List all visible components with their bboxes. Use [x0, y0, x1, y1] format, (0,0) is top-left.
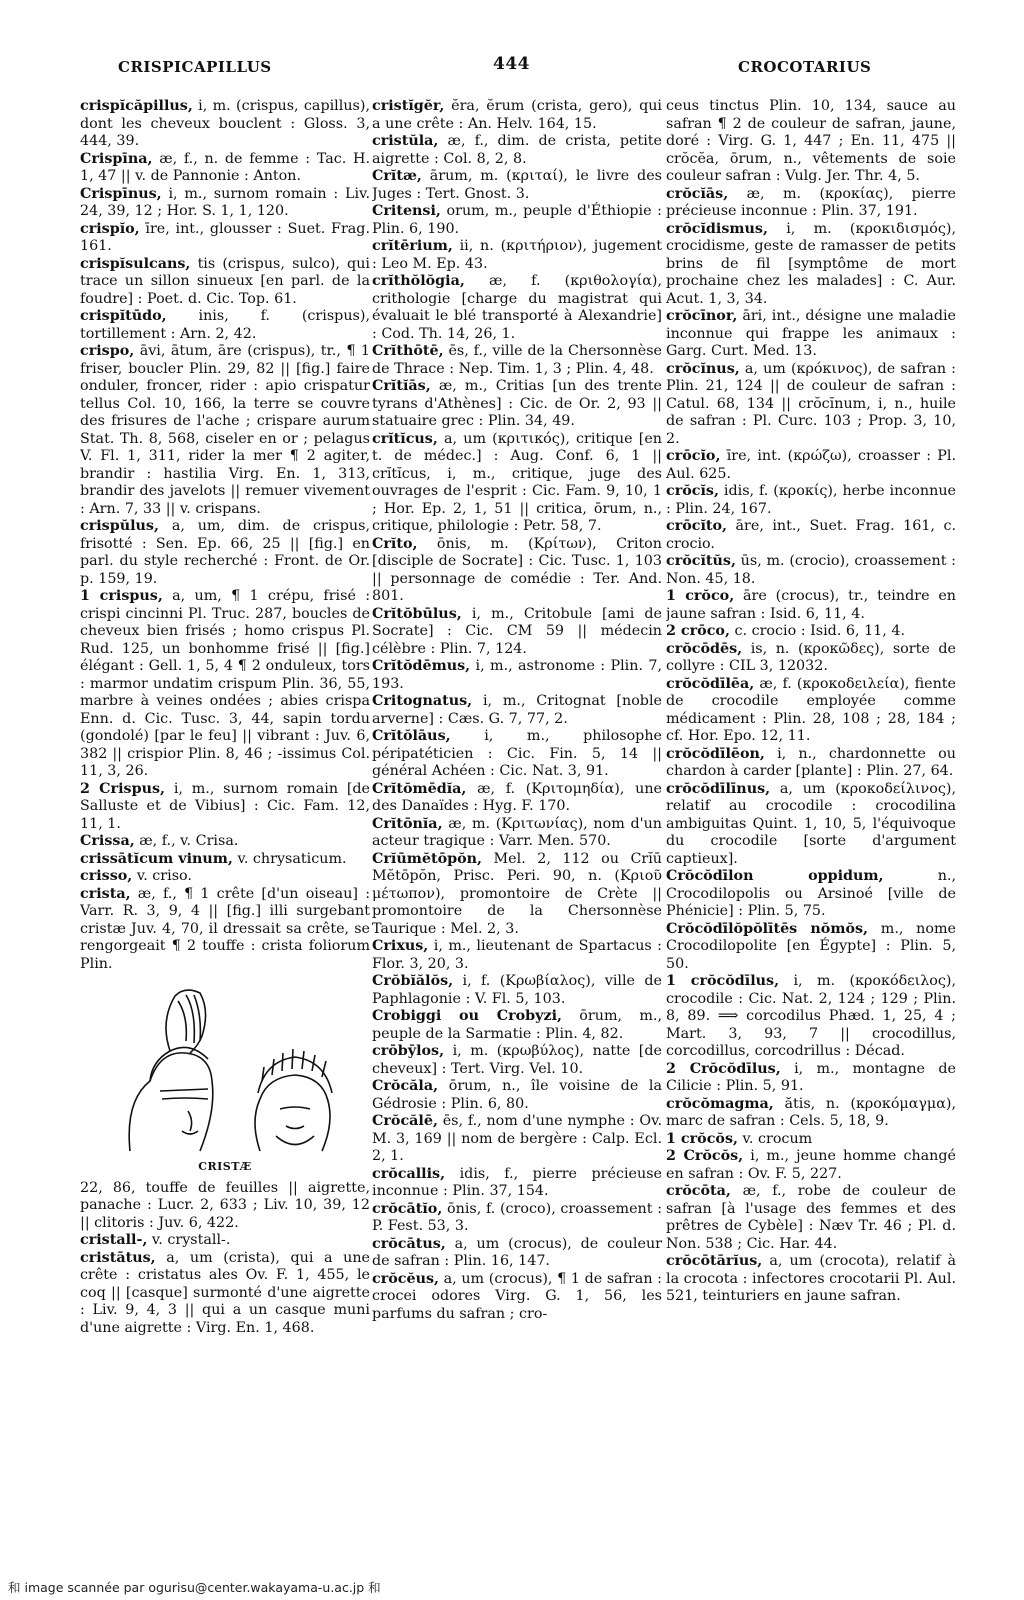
dictionary-entry — [80, 1180, 370, 1233]
column-2-entries — [372, 98, 662, 1323]
dictionary-entry — [372, 1113, 662, 1166]
entry-headword: Crŏcălē, — [372, 1113, 438, 1129]
entry-headword: 1 crŏcŏs, — [666, 1130, 738, 1147]
dictionary-entry — [80, 256, 370, 309]
entry-headword: Crĭtŏbūlus, — [372, 605, 462, 622]
dictionary-entry — [372, 973, 662, 1008]
entry-definition: ii, n. (κριτήριον), jugement : Leo M. Ep. 43. — [372, 238, 662, 272]
entry-definition: ōnis, f. (croco), croassement : P. Fest. 53, 3. — [372, 1200, 662, 1234]
entry-definition: i, m., lieutenant de Spartacus : Flor. 3, 20, 3. — [372, 938, 662, 972]
dictionary-entry — [666, 1131, 956, 1149]
page-number: 444 — [493, 54, 530, 74]
entry-definition: idis, f., pierre précieuse inconnue : Plin. 37, 154. — [372, 1165, 662, 1199]
entry-definition: n., Crocodilopolis ou Arsinoé [ville de Phénicie] : Plin. 5, 75. — [666, 868, 956, 919]
dictionary-entry — [372, 728, 662, 781]
entry-headword: cristall-, — [80, 1232, 148, 1248]
dictionary-entry — [372, 238, 662, 273]
dictionary-entry — [372, 1043, 662, 1078]
dictionary-entry — [666, 1061, 956, 1096]
entry-headword: Crĭtŏlāus, — [372, 728, 451, 744]
entry-definition: a, um (crista), qui a une crête : cristatus ales Ov. F. 1, 455, le coq || [casque] surmonté d'une aigrette : Liv. 9, 4, 3 || qui a un casque muni d'une aigrette : Virg. En. 1, 468. — [80, 1249, 370, 1336]
entry-headword: 1 crŏcŏdīlus, — [666, 973, 780, 989]
entry-definition: āre (crocus), tr., teindre en jaune safran : Isid. 6, 11, 4. — [666, 588, 956, 622]
dictionary-entry — [372, 273, 662, 343]
entry-headword: Crĭtŏdēmus, — [372, 658, 471, 674]
entry-definition: æ, f., ¶ 1 crête [d'un oiseau] : Varr. R. 3, 9, 4 || [fig.] illi surgebant cristæ Juv. 4, 70, il dressait sa crête, se rengorgeait ¶ 2 touffe : crista foliorum Plin. — [80, 885, 370, 972]
entry-definition: æ, f., n. de femme : Tac. H. 1, 47 || v. de Pannonie : Anton. — [80, 150, 370, 184]
entry-definition: æ, f., robe de couleur de safran [à l'usage des femmes et des prêtres de Cybèle] : Næv Tr. 46 ; Pl. d. Non. 538 ; Cic. Har. 44. — [666, 1183, 956, 1252]
entry-headword: crŏcīnor, — [666, 308, 738, 324]
entry-headword: Crĭtæ, — [372, 168, 422, 184]
column-1 — [80, 98, 370, 1538]
dictionary-entry — [666, 553, 956, 588]
entry-headword: crŏcŏmagma, — [666, 1095, 774, 1112]
dictionary-entry — [372, 431, 662, 536]
entry-headword: cristātus, — [80, 1249, 156, 1266]
entry-definition: i, m., surnom romain : Liv. 24, 39, 12 ; Hor. S. 1, 1, 120. — [80, 185, 370, 219]
entry-definition: Mel. 2, 112 ou Crĭū Mĕtōpŏn, Prisc. Peri. 90, n. (Κριοῦ μέτωπον), promontoire de Crète || promontoire de la Chersonnèse Taurique : Mel. 2, 3. — [372, 850, 662, 937]
entry-definition: i, m., Critobule [ami de Socrate] : Cic. CM 59 || médecin célèbre : Plin. 7, 124. — [372, 605, 662, 657]
entry-headword: cristĭgĕr, — [372, 98, 445, 114]
entry-definition: c. crocio : Isid. 6, 11, 4. — [734, 623, 906, 639]
entry-headword: crispĭtūdo, — [80, 308, 167, 324]
dictionary-entry — [372, 536, 662, 606]
entry-headword: crŏcōta, — [666, 1183, 731, 1199]
dictionary-entry — [80, 518, 370, 588]
entry-definition: a, um, dim. de crispus, frisotté : Sen. Ep. 66, 25 || [fig.] en parl. du style recherché : Front. de Or. p. 159, 19. — [80, 518, 370, 587]
dictionary-entry — [666, 1096, 956, 1131]
dictionary-entry — [80, 886, 370, 974]
entry-headword: 2 crōco, — [666, 623, 730, 639]
running-head-left: CRISPICAPILLUS — [118, 58, 272, 76]
entry-definition: āvi, ātum, āre (crispus), tr., ¶ 1 friser, boucler Plin. 29, 82 || [fig.] faire onduler, froncer, rider : apio crispatur tellus Col. 10, 166, la terre se couvre des frisures de l'ache ; crispare aurum Stat. Th. 8, 568, ciseler en or ; pelagus V. Fl. 1, 311, rider la mer ¶ 2 agiter, brandir : hastilia Virg. En. 1, 313, brandir des javelots || remuer vivement : Arn. 7, 33 || v. crispans. — [80, 343, 370, 517]
entry-headword: crŏcōdēs, — [666, 640, 743, 657]
entry-headword: Critognatus, — [372, 693, 473, 709]
entry-definition: v. criso. — [136, 868, 192, 884]
entry-definition: a, um (crocus), de couleur de safran : Plin. 16, 147. — [372, 1235, 662, 1269]
entry-definition: m., nome Crocodilopolite [en Égypte] : Plin. 5, 50. — [666, 920, 956, 972]
entry-definition: ūs, m. (crocio), croassement : Non. 45, 18. — [666, 553, 956, 587]
entry-headword: crŏcātĭo, — [372, 1200, 443, 1217]
entry-headword: Crŏcŏdīlŏpŏlītēs nŏmŏs, — [666, 920, 869, 937]
entry-definition: æ, m. (κροκίας), pierre précieuse inconnue : Plin. 37, 191. — [666, 185, 956, 219]
entry-headword: crispŭlus, — [80, 518, 159, 534]
running-head-right: CROCOTARIUS — [738, 58, 872, 76]
entry-headword: crŏcŏdīlēon, — [666, 745, 765, 762]
entry-headword: crōbȳlos, — [372, 1043, 445, 1059]
entry-definition: ārum, m. (κριταί), le livre des Juges : Tert. Gnost. 3. — [372, 168, 662, 202]
entry-definition: āre, int., Suet. Frag. 161, c. crocio. — [666, 518, 956, 552]
dictionary-entry — [666, 518, 956, 553]
dictionary-entry — [80, 308, 370, 343]
cristae-figure — [80, 981, 370, 1176]
dictionary-entry — [666, 483, 956, 518]
entry-headword: 1 crispus, — [80, 588, 163, 604]
entry-definition: æ, f., dim. de crista, petite aigrette : Col. 8, 2, 8. — [372, 133, 662, 167]
column-1-entries — [80, 98, 370, 973]
entry-definition: tis (crispus, sulco), qui trace un sillon sinueux [en parl. de la foudre] : Poet. d. Cic. Top. 61. — [80, 255, 370, 307]
dictionary-entry — [666, 588, 956, 623]
dictionary-entry — [666, 868, 956, 921]
dictionary-entry — [80, 343, 370, 518]
dictionary-entry — [80, 1232, 370, 1250]
dictionary-entry — [80, 781, 370, 834]
entry-headword: Crŏbĭălŏs, — [372, 973, 454, 989]
entry-headword: Crĭtōnĭa, — [372, 815, 443, 832]
entry-headword: Crŏcăla, — [372, 1078, 439, 1094]
entry-definition: æ, f. (κριθολογία), crithologie [charge du magistrat qui évaluait le blé transporté à Alexandrie] : Cod. Th. 14, 26, 1. — [372, 273, 662, 342]
entry-definition: i, m., jeune homme changé en safran : Ov. F. 5, 227. — [666, 1148, 956, 1182]
dictionary-entry — [666, 676, 956, 746]
entry-definition: i, m. (crispus, capillus), dont les cheveux bouclent : Gloss. 3, 444, 39. — [80, 98, 370, 149]
entry-definition: i, n., chardonnette ou chardon à carder [plante] : Plin. 27, 64. — [666, 745, 956, 779]
dictionary-entry — [666, 746, 956, 781]
dictionary-entry — [372, 816, 662, 851]
dictionary-entry — [80, 833, 370, 851]
entry-definition: a, um (κροκοδείλινος), relatif au crocodile : crocodilina ambiguitas Quint. 1, 10, 5, l'équivoque du crocodile [sorte d'argument captieux]. — [666, 780, 956, 867]
entry-headword: crŏcĭdismus, — [666, 220, 768, 237]
dictionary-entry — [372, 606, 662, 659]
dictionary-entry — [372, 658, 662, 693]
entry-headword: crŏcĕus, — [372, 1270, 439, 1287]
dictionary-entry — [666, 98, 956, 186]
entry-definition: i, m. (κρωβύλος), natte [de cheveux] : Tert. Virg. Vel. 10. — [372, 1043, 662, 1077]
dictionary-entry — [666, 623, 956, 641]
entry-headword: crista, — [80, 885, 131, 902]
dictionary-entry — [666, 448, 956, 483]
entry-headword: Crŏcŏdīlon oppidum, — [666, 868, 884, 884]
dictionary-entry — [372, 1078, 662, 1113]
entry-headword: Crĭtŏmēdĭa, — [372, 780, 467, 797]
entry-definition: is, n. (κροκῶδες), sorte de collyre : CIL 3, 12032. — [666, 640, 956, 674]
entry-headword: 1 crŏco, — [666, 588, 735, 604]
dictionary-entry — [80, 221, 370, 256]
entry-definition: i, m. (κροκόδειλος), crocodile : Cic. Nat. 2, 124 ; 129 ; Plin. 8, 89. ⟹ corcodilus Phæd. 1, 25, 4 ; Mart. 3, 93, 7 || crocodillus, corcodillus, corcodrillus : Décad. — [666, 973, 956, 1059]
dictionary-entry — [80, 98, 370, 151]
entry-definition: i, m. (κροκιδισμός), crocidisme, geste de ramasser de petits brins de fil [symptôme de mort prochaine chez les malades] : C. Aur. Acut. 1, 3, 34. — [666, 220, 956, 307]
dictionary-entry — [666, 221, 956, 309]
entry-definition: ēs, f., nom d'une nymphe : Ov. M. 3, 169 || nom de bergère : Calp. Ecl. 2, 1. — [372, 1113, 662, 1164]
entry-definition: a, um (crocus), ¶ 1 de safran : crocei odores Virg. G. 1, 56, les parfums du safran ; cro- — [372, 1270, 662, 1322]
entry-definition: v. chrysaticum. — [237, 850, 347, 867]
dictionary-entry — [80, 868, 370, 886]
entry-definition: idis, f. (κροκίς), herbe inconnue : Plin. 24, 167. — [666, 483, 956, 517]
entry-definition: 22, 86, touffe de feuilles || aigrette, panache : Lucr. 2, 633 ; Liv. 10, 39, 12 || clitoris : Juv. 6, 422. — [80, 1179, 370, 1231]
entry-definition: orum, m., peuple d'Éthiopie : Plin. 6, 190. — [372, 203, 662, 237]
dictionary-entry — [372, 693, 662, 728]
entry-headword: Crissa, — [80, 833, 135, 849]
cristae-illustration-icon — [90, 981, 360, 1156]
entry-definition: æ, m., Critias [un des trente tyrans d'Athènes] : Cic. de Or. 2, 93 || statuaire grec : Plin. 34, 49. — [372, 378, 662, 429]
entry-definition: ĕra, ĕrum (crista, gero), qui a une crête : An. Helv. 164, 15. — [372, 98, 662, 132]
dictionary-entry — [372, 851, 662, 939]
entry-headword: Crixus, — [372, 938, 429, 954]
entry-definition: ceus tinctus Plin. 10, 134, sauce au safran ¶ 2 de couleur de safran, jaune, doré : Virg. G. 1, 447 ; En. 11, 475 || crŏcĕa, ōrum, n., vêtements de soie couleur safran : Vulg. Jer. Thr. 4, 5. — [666, 98, 956, 184]
entry-headword: crisso, — [80, 868, 133, 884]
dictionary-entry — [666, 921, 956, 974]
entry-headword: crōcĭto, — [666, 518, 728, 534]
entry-headword: crŏcĭtŭs, — [666, 553, 736, 569]
entry-headword: Crĭthōtē, — [372, 343, 444, 359]
entry-headword: 2 Crispus, — [80, 780, 165, 797]
entry-definition: æ, f. (κροκοδειλεία), fiente de crocodile employée comme médicament : Plin. 28, 108 ; 28, 184 ; cf. Hor. Epo. 12, 11. — [666, 675, 956, 744]
column-3 — [666, 98, 956, 1538]
entry-definition: i, m., Critognat [noble arverne] : Cæs. G. 7, 77, 2. — [372, 693, 662, 727]
dictionary-entry — [372, 343, 662, 378]
entry-definition: i, m., philosophe péripatéticien : Cic. Fin. 5, 14 || général Achéen : Cic. Nat. 3, 91. — [372, 728, 662, 779]
entry-headword: 2 Crŏcŏdīlus, — [666, 1060, 781, 1077]
entry-headword: crŏcātus, — [372, 1235, 446, 1252]
dictionary-entry — [666, 781, 956, 869]
column-3-entries — [666, 98, 956, 1306]
dictionary-entry — [372, 1271, 662, 1324]
entry-definition: ătis, n. (κροκόμαγμα), marc de safran : Cels. 5, 18, 9. — [666, 1095, 956, 1129]
entry-definition: i, f. (Κρωβίαλος), ville de Paphlagonie : V. Fl. 5, 103. — [372, 973, 662, 1007]
dictionary-entry — [666, 308, 956, 361]
entry-headword: crispĭo, — [80, 220, 140, 237]
dictionary-entry — [80, 1250, 370, 1338]
dictionary-entry — [666, 186, 956, 221]
entry-headword: crĭtĭcus, — [372, 430, 438, 447]
dictionary-entry — [372, 168, 662, 203]
dictionary-entry — [372, 1166, 662, 1201]
scan-footer: 和 image scannée par ogurisu@center.wakayama-u.ac.jp 和 — [8, 1580, 381, 1595]
entry-headword: crŏcŏdīlēa, — [666, 675, 755, 692]
dictionary-entry — [666, 361, 956, 449]
entry-headword: crĭthŏlŏgia, — [372, 273, 465, 289]
dictionary-entry — [372, 133, 662, 168]
dictionary-entry — [80, 186, 370, 221]
dictionary-entry — [372, 98, 662, 133]
entry-definition: ōnis, m. (Κρίτων), Criton [disciple de Socrate] : Cic. Tusc. 1, 103 || personnage de comédie : Ter. And. 801. — [372, 535, 662, 604]
dictionary-entry — [666, 1253, 956, 1306]
entry-headword: crispĭsulcans, — [80, 255, 191, 272]
entry-headword: Crispīna, — [80, 150, 153, 167]
entry-definition: āri, int., désigne une maladie inconnue qui frappe les animaux : Garg. Curt. Med. 13. — [666, 308, 956, 359]
dictionary-entry — [372, 378, 662, 431]
entry-headword: crĭtērium, — [372, 238, 453, 254]
entry-headword: crissātĭcum vinum, — [80, 850, 233, 867]
dictionary-entry — [80, 851, 370, 869]
dictionary-entry — [666, 1183, 956, 1253]
entry-headword: crŏcallis, — [372, 1165, 446, 1182]
entry-definition: a, um, ¶ 1 crépu, frisé : crispi cincinni Pl. Truc. 287, boucles de cheveux bien frisés ; homo crispus Pl. Rud. 125, un bonhomme frisé || [fig.] élégant : Gell. 1, 5, 4 ¶ 2 onduleux, tors : marmor undatim crispum Plin. 36, 55, marbre à veines ondées ; abies crispa Enn. d. Cic. Tusc. 3, 44, sapin tordu (gondolé) [par le feu] || vibrant : Juv. 6, 382 || crispior Plin. 8, 46 ; -issimus Col. 11, 3, 26. — [80, 588, 370, 779]
figure-caption: CRISTÆ — [198, 1160, 252, 1173]
dictionary-entry — [80, 151, 370, 186]
entry-headword: Crĭto, — [372, 535, 418, 552]
entry-definition: v. crystall-. — [151, 1232, 231, 1248]
entry-headword: Crĭūmĕtōpŏn, — [372, 850, 483, 867]
entry-definition: īre, int. (κρώζω), croasser : Pl. Aul. 625. — [666, 448, 956, 482]
dictionary-entry — [372, 781, 662, 816]
entry-headword: crŏcĭnus, — [666, 360, 740, 377]
entry-headword: Crobiggi ou Crobyzi, — [372, 1008, 562, 1024]
dictionary-entry — [666, 1148, 956, 1183]
entry-definition: i, m., surnom romain [de Salluste et de Vibius] : Cic. Fam. 12, 11, 1. — [80, 780, 370, 832]
entry-headword: crŏcōtārĭus, — [666, 1253, 763, 1269]
entry-definition: i, m., montagne de Cilicie : Plin. 5, 91. — [666, 1060, 956, 1094]
column-1-entries-after — [80, 1180, 370, 1338]
entry-definition: æ, f., v. Crisa. — [139, 833, 239, 849]
dictionary-entry — [372, 203, 662, 238]
entry-definition: v. crocum — [742, 1130, 813, 1147]
column-2 — [372, 98, 662, 1538]
entry-definition: a, um (κρόκινος), de safran : Plin. 21, 124 || de couleur de safran : Catul. 68, 134 || crŏcĭnum, i, n., huile de safran : Pl. Curc. 103 ; Prop. 3, 10, 2. — [666, 360, 956, 447]
dictionary-entry — [80, 588, 370, 781]
entry-headword: crōcĭo, — [666, 448, 721, 464]
dictionary-entry — [372, 1008, 662, 1043]
entry-definition: īre, int., glousser : Suet. Frag. 161. — [80, 220, 370, 254]
entry-headword: 2 Crŏcŏs, — [666, 1148, 744, 1164]
entry-definition: ēs, f., ville de la Chersonnèse de Thrace : Nep. Tim. 1, 3 ; Plin. 4, 48. — [372, 343, 662, 377]
dictionary-entry — [372, 1201, 662, 1236]
entry-definition: a, um (κριτικός), critique [en t. de médec.] : Aug. Conf. 6, 1 || crĭtĭcus, i, m., critique, juge des ouvrages de l'esprit : Cic. Fam. 9, 10, 1 ; Hor. Ep. 2, 1, 51 || critica, ōrum, n., critique, philologie : Petr. 58, 7. — [372, 430, 662, 534]
entry-headword: Crispīnus, — [80, 185, 162, 202]
entry-definition: i, m., astronome : Plin. 7, 193. — [372, 658, 662, 692]
dictionary-entry — [372, 938, 662, 973]
dictionary-entry — [666, 641, 956, 676]
entry-headword: Critensi, — [372, 203, 441, 219]
entry-definition: inis, f. (crispus), tortillement : Arn. 2, 42. — [80, 308, 370, 342]
entry-definition: ōrum, n., île voisine de la Gédrosie : Plin. 6, 80. — [372, 1078, 662, 1112]
entry-headword: crispĭcăpillus, — [80, 98, 193, 114]
entry-definition: æ, m. (Κριτωνίας), nom d'un acteur tragique : Varr. Men. 570. — [372, 815, 662, 849]
entry-definition: ōrum, m., peuple de la Sarmatie : Plin. 4, 82. — [372, 1008, 662, 1042]
entry-headword: crispo, — [80, 343, 135, 359]
entry-headword: cristŭla, — [372, 133, 439, 149]
entry-headword: crŏcŏdīlīnus, — [666, 780, 771, 797]
entry-definition: a, um (crocota), relatif à la crocota : infectores crocotarii Pl. Aul. 521, teinturiers en jaune safran. — [666, 1253, 956, 1304]
dictionary-entry — [372, 1236, 662, 1271]
entry-headword: crŏcĭs, — [666, 483, 719, 499]
entry-headword: crŏcĭās, — [666, 185, 729, 202]
dictionary-entry — [666, 973, 956, 1061]
entry-definition: æ, f. (Κριτομηδία), une des Danaïdes : Hyg. F. 170. — [372, 780, 662, 814]
entry-headword: Crĭtĭās, — [372, 378, 431, 394]
